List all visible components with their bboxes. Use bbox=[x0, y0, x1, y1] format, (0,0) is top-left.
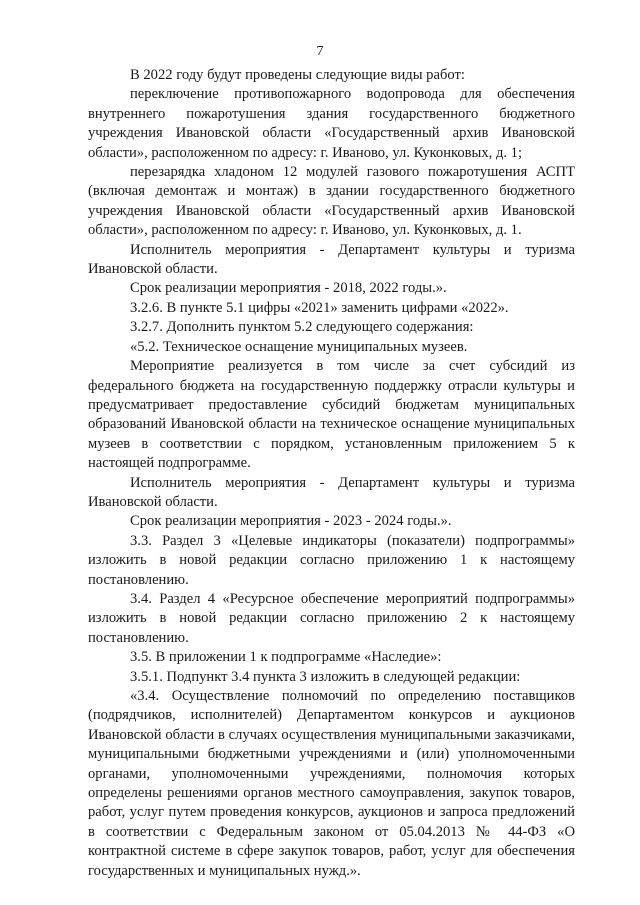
paragraph-implementation-period: Срок реализации мероприятия - 2018, 2022 годы.». bbox=[130, 280, 447, 297]
paragraph-3-3: 3.3. Раздел 3 «Целевые индикаторы (показатели) подпрограммы» изложить в новой редакции согласно приложению 1 к настоящему постановлению. bbox=[88, 532, 575, 588]
paragraph-5-2-period: Срок реализации мероприятия - 2023 - 2024 годы.». bbox=[130, 513, 452, 530]
paragraph-3-4-procurement: «3.4. Осуществление полномочий по определению поставщиков (подрядчиков, исполнителей) Департаментом конкурсов и аукционов Ивановской области в случаях осуществления муниципальными заказчиками, муниципальными бюджетными учреждениями и (или) уполномоченными органами, уполномоченными учреждениями, полномочия которых определены решениями органов местного самоуправления, закупок товаров, работ, услуг путем проведения конкурсов, аукционов и запроса предложений в соответствии с Федеральным законом от 05.04.2013 № 44-ФЗ «О контрактной системе в сфере закупок товаров, работ, услуг для обеспечения государственных и муниципальных нужд.». bbox=[88, 688, 575, 879]
paragraph-5-2-executor: Исполнитель мероприятия - Департамент культуры и туризма Ивановской области. bbox=[88, 474, 575, 510]
paragraph-5-2-heading: «5.2. Техническое оснащение муниципальных музеев. bbox=[130, 338, 468, 355]
document-body bbox=[88, 66, 575, 881]
paragraph-3-5: 3.5. В приложении 1 к подпрограмме «Наследие»: bbox=[130, 649, 442, 666]
paragraph-3-5-1: 3.5.1. Подпункт 3.4 пункта 3 изложить в следующей редакции: bbox=[130, 668, 521, 685]
paragraph-works-2022-intro: В 2022 году будут проведены следующие виды работ: bbox=[130, 67, 465, 83]
paragraph-3-2-6: 3.2.6. В пункте 5.1 цифры «2021» заменить цифрами «2022». bbox=[130, 299, 509, 316]
paragraph-3-4: 3.4. Раздел 4 «Ресурсное обеспечение мероприятий подпрограммы» изложить в новой редакции согласно приложению 2 к настоящему постановлению. bbox=[88, 590, 575, 646]
paragraph-water-supply-switching: переключение противопожарного водопровода для обеспечения внутреннего пожаротушения здания государственного бюджетного учреждения Ивановской области «Государственный архив Ивановской области», расположенном по адресу: г. Иваново, ул. Куконковых, д. 1; bbox=[88, 86, 575, 161]
paragraph-halon-recharge: перезарядка хладоном 12 модулей газового пожаротушения АСПТ (включая демонтаж и монтаж) в здании государственного бюджетного учреждения Ивановской области «Государственный архив Ивановской области», расположенном по адресу: г. Иваново, ул. Куконковых, д. 1. bbox=[88, 164, 575, 239]
paragraph-executor: Исполнитель мероприятия - Департамент культуры и туризма Ивановской области. bbox=[88, 241, 575, 278]
page-number: 7 bbox=[316, 44, 324, 59]
paragraph-3-2-7: 3.2.7. Дополнить пунктом 5.2 следующего содержания: bbox=[130, 319, 474, 336]
paragraph-5-2-subsidies: Мероприятие реализуется в том числе за счет субсидий из федерального бюджета на государственную поддержку отрасли культуры и предусматривает предоставление субсидий бюджетам муниципальных образований Ивановской области на техническое оснащение муниципальных музеев в соответствии с порядком, установленным приложением 5 к настоящей подпрограмме. bbox=[88, 358, 575, 472]
